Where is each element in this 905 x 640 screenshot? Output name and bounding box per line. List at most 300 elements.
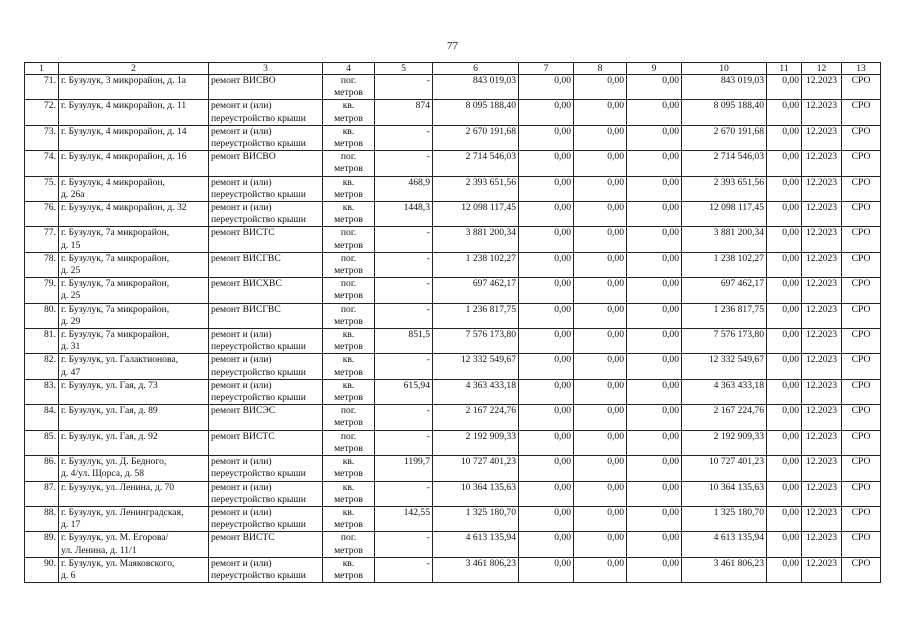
unit-cell-line: пог. [340, 227, 357, 239]
unit-cell-line: кв. [342, 176, 355, 188]
cost-cell: 0,00 [574, 430, 627, 455]
unit-cell-line: пог. [340, 75, 357, 86]
address-cell [59, 125, 209, 150]
unit-cell-line: кв. [342, 125, 355, 137]
unit-cell [323, 151, 375, 176]
address-cell [59, 481, 209, 506]
table-row [25, 557, 881, 582]
unit-cell [323, 481, 375, 506]
address-cell-line: д. 47 [61, 366, 81, 378]
total-cost-cell: 10 727 401,23 [433, 456, 519, 481]
address-cell [59, 100, 209, 125]
work-type-cell [209, 75, 323, 100]
funding-source-cell: СРО [842, 303, 881, 328]
unit-cell-line: пог. [340, 151, 357, 163]
column-header: 12 [802, 63, 842, 75]
unit-cell [323, 506, 375, 531]
table-row [25, 75, 881, 100]
row-number-cell: 83. [25, 379, 59, 404]
cost-cell: 0,00 [767, 405, 802, 430]
cost-cell: 0,00 [519, 354, 574, 379]
cost-cell: 10 727 401,23 [682, 456, 767, 481]
unit-cell [323, 202, 375, 227]
unit-cell-line: метров [334, 417, 363, 429]
cost-cell: 4 363 433,18 [682, 379, 767, 404]
cost-cell: 0,00 [574, 481, 627, 506]
cost-cell: 0,00 [627, 456, 682, 481]
address-cell-line: г. Бузулук, 4 микрорайон, [61, 176, 165, 188]
cost-cell: 0,00 [627, 100, 682, 125]
column-header: 11 [767, 63, 802, 75]
row-number-cell: 80. [25, 303, 59, 328]
table-row [25, 456, 881, 481]
area-cell: - [375, 557, 433, 582]
unit-cell-line: метров [334, 366, 363, 378]
total-cost-cell: 10 364 135,63 [433, 481, 519, 506]
unit-cell [323, 329, 375, 354]
work-type-cell-line: ремонт ВИСГВС [211, 303, 281, 315]
unit-cell-line: метров [334, 493, 363, 505]
cost-cell: 3 461 806,23 [682, 557, 767, 582]
unit-cell-line: метров [334, 569, 363, 581]
work-type-cell-line: ремонт ВИСЭС [211, 405, 276, 417]
table-row [25, 303, 881, 328]
cost-cell: 0,00 [519, 532, 574, 557]
work-type-cell [209, 481, 323, 506]
work-type-cell-line: переустройство крыши [211, 188, 306, 200]
funding-source-cell: СРО [842, 557, 881, 582]
cost-cell: 2 167 224,76 [682, 405, 767, 430]
total-cost-cell: 4 613 135,94 [433, 532, 519, 557]
cost-cell: 0,00 [574, 557, 627, 582]
work-type-cell-line: ремонт ВИСВО [211, 75, 276, 86]
completion-date-cell: 12.2023 [802, 379, 842, 404]
address-cell-line: д. 25 [61, 290, 81, 302]
cost-cell: 0,00 [767, 354, 802, 379]
work-type-cell-line: переустройство крыши [211, 519, 306, 531]
completion-date-cell: 12.2023 [802, 354, 842, 379]
table-row [25, 481, 881, 506]
work-type-cell [209, 278, 323, 303]
cost-cell: 0,00 [519, 125, 574, 150]
area-cell: - [375, 278, 433, 303]
row-number-cell: 88. [25, 506, 59, 531]
area-cell: - [375, 125, 433, 150]
row-number-cell: 74. [25, 151, 59, 176]
cost-cell: 0,00 [627, 532, 682, 557]
funding-source-cell: СРО [842, 202, 881, 227]
unit-cell-line: метров [334, 239, 363, 251]
unit-cell-line: метров [334, 163, 363, 175]
cost-cell: 0,00 [574, 75, 627, 100]
total-cost-cell: 2 192 909,33 [433, 430, 519, 455]
cost-cell: 0,00 [519, 329, 574, 354]
column-header: 1 [25, 63, 59, 75]
area-cell: - [375, 430, 433, 455]
work-type-cell [209, 125, 323, 150]
address-cell [59, 75, 209, 100]
area-cell: 142,55 [375, 506, 433, 531]
unit-cell-line: пог. [340, 405, 357, 417]
total-cost-cell: 1 238 102,27 [433, 252, 519, 277]
unit-cell [323, 379, 375, 404]
total-cost-cell: 4 363 433,18 [433, 379, 519, 404]
address-cell [59, 379, 209, 404]
work-type-cell-line: ремонт ВИСТС [211, 532, 275, 544]
completion-date-cell: 12.2023 [802, 125, 842, 150]
cost-cell: 2 192 909,33 [682, 430, 767, 455]
total-cost-cell: 843 019,03 [433, 75, 519, 100]
address-cell [59, 176, 209, 201]
cost-cell: 0,00 [574, 100, 627, 125]
cost-cell: 843 019,03 [682, 75, 767, 100]
row-number-cell: 71. [25, 75, 59, 100]
column-header: 8 [574, 63, 627, 75]
table-row [25, 176, 881, 201]
work-type-cell-line: ремонт и (или) [211, 354, 272, 366]
cost-cell: 0,00 [574, 227, 627, 252]
area-cell: - [375, 151, 433, 176]
total-cost-cell: 12 332 549,67 [433, 354, 519, 379]
row-number-cell: 78. [25, 252, 59, 277]
cost-cell: 0,00 [574, 176, 627, 201]
unit-cell-line: метров [334, 519, 363, 531]
unit-cell [323, 430, 375, 455]
cost-cell: 0,00 [627, 379, 682, 404]
unit-cell-line: метров [334, 87, 363, 99]
address-cell [59, 329, 209, 354]
work-type-cell-line: переустройство крыши [211, 366, 306, 378]
row-number-cell: 89. [25, 532, 59, 557]
total-cost-cell: 2 670 191,68 [433, 125, 519, 150]
total-cost-cell: 3 881 200,34 [433, 227, 519, 252]
funding-source-cell: СРО [842, 379, 881, 404]
address-cell-line: г. Бузулук, 4 микрорайон, д. 14 [61, 125, 187, 137]
cost-cell: 0,00 [627, 354, 682, 379]
table-row [25, 100, 881, 125]
funding-source-cell: СРО [842, 252, 881, 277]
work-type-cell-line: ремонт и (или) [211, 176, 272, 188]
total-cost-cell: 1 236 817,75 [433, 303, 519, 328]
work-type-cell [209, 557, 323, 582]
address-cell-line: г. Бузулук, ул. Галактионова, [61, 354, 179, 366]
address-cell [59, 354, 209, 379]
area-cell: 1199,7 [375, 456, 433, 481]
address-cell [59, 456, 209, 481]
address-cell-line: г. Бузулук, ул. Гая, д. 92 [61, 430, 158, 442]
funding-source-cell: СРО [842, 456, 881, 481]
unit-cell-line: метров [334, 265, 363, 277]
area-cell: - [375, 532, 433, 557]
work-type-cell-line: ремонт и (или) [211, 506, 272, 518]
work-type-cell-line: ремонт ВИСХВС [211, 278, 282, 290]
address-cell-line: д. 15 [61, 239, 81, 251]
cost-cell: 0,00 [519, 557, 574, 582]
column-header: 7 [519, 63, 574, 75]
work-type-cell-line: переустройство крыши [211, 569, 306, 581]
unit-cell-line: кв. [342, 481, 355, 493]
cost-cell: 0,00 [519, 405, 574, 430]
unit-cell-line: метров [334, 188, 363, 200]
area-cell: 851,5 [375, 329, 433, 354]
table-row [25, 354, 881, 379]
unit-cell-line: кв. [342, 100, 355, 112]
address-cell-line: г. Бузулук, 3 микрорайон, д. 1а [61, 75, 187, 86]
work-type-cell-line: ремонт и (или) [211, 329, 272, 341]
cost-cell: 0,00 [767, 202, 802, 227]
total-cost-cell: 697 462,17 [433, 278, 519, 303]
column-number-row [25, 63, 881, 75]
total-cost-cell: 7 576 173,80 [433, 329, 519, 354]
address-cell-line: г. Бузулук, ул. Гая, д. 89 [61, 405, 158, 417]
unit-cell-line: метров [334, 112, 363, 124]
work-type-cell [209, 100, 323, 125]
cost-cell: 0,00 [767, 481, 802, 506]
funding-source-cell: СРО [842, 151, 881, 176]
total-cost-cell: 2 393 651,56 [433, 176, 519, 201]
cost-cell: 3 881 200,34 [682, 227, 767, 252]
unit-cell [323, 278, 375, 303]
cost-cell: 0,00 [627, 202, 682, 227]
total-cost-cell: 8 095 188,40 [433, 100, 519, 125]
address-cell [59, 227, 209, 252]
cost-cell: 0,00 [627, 303, 682, 328]
row-number-cell: 79. [25, 278, 59, 303]
total-cost-cell: 2 714 546,03 [433, 151, 519, 176]
cost-cell: 0,00 [627, 252, 682, 277]
cost-cell: 0,00 [574, 506, 627, 531]
address-cell-line: г. Бузулук, 7а микрорайон, [61, 278, 170, 290]
unit-cell-line: кв. [342, 456, 355, 468]
completion-date-cell: 12.2023 [802, 278, 842, 303]
cost-cell: 0,00 [627, 430, 682, 455]
cost-cell: 0,00 [519, 456, 574, 481]
address-cell [59, 278, 209, 303]
work-type-cell-line: переустройство крыши [211, 112, 306, 124]
address-cell-line: ул. Ленина, д. 11/1 [61, 544, 137, 556]
unit-cell-line: метров [334, 341, 363, 353]
funding-source-cell: СРО [842, 100, 881, 125]
unit-cell-line: метров [334, 214, 363, 226]
table-row [25, 202, 881, 227]
address-cell [59, 405, 209, 430]
cost-cell: 0,00 [627, 151, 682, 176]
row-number-cell: 72. [25, 100, 59, 125]
row-number-cell: 73. [25, 125, 59, 150]
cost-cell: 4 613 135,94 [682, 532, 767, 557]
unit-cell-line: метров [334, 138, 363, 150]
cost-cell: 12 098 117,45 [682, 202, 767, 227]
total-cost-cell: 1 325 180,70 [433, 506, 519, 531]
address-cell-line: г. Бузулук, 4 микрорайон, д. 11 [61, 100, 187, 112]
cost-cell: 1 325 180,70 [682, 506, 767, 531]
cost-cell: 0,00 [627, 176, 682, 201]
address-cell-line: г. Бузулук, ул. Ленина, д. 70 [61, 481, 175, 493]
row-number-cell: 90. [25, 557, 59, 582]
cost-cell: 0,00 [574, 125, 627, 150]
area-cell: - [375, 252, 433, 277]
completion-date-cell: 12.2023 [802, 176, 842, 201]
unit-cell-line: пог. [340, 278, 357, 290]
unit-cell [323, 557, 375, 582]
work-type-cell [209, 506, 323, 531]
work-type-cell [209, 354, 323, 379]
cost-cell: 0,00 [767, 532, 802, 557]
unit-cell-line: метров [334, 544, 363, 556]
cost-cell: 0,00 [767, 278, 802, 303]
cost-cell: 0,00 [767, 252, 802, 277]
unit-cell [323, 125, 375, 150]
cost-cell: 0,00 [627, 125, 682, 150]
unit-cell-line: кв. [342, 354, 355, 366]
funding-source-cell: СРО [842, 405, 881, 430]
cost-cell: 0,00 [767, 75, 802, 100]
total-cost-cell: 3 461 806,23 [433, 557, 519, 582]
completion-date-cell: 12.2023 [802, 151, 842, 176]
cost-cell: 0,00 [574, 456, 627, 481]
completion-date-cell: 12.2023 [802, 557, 842, 582]
row-number-cell: 82. [25, 354, 59, 379]
column-header: 3 [209, 63, 323, 75]
cost-cell: 0,00 [519, 176, 574, 201]
unit-cell-line: кв. [342, 557, 355, 569]
funding-source-cell: СРО [842, 278, 881, 303]
address-cell-line: г. Бузулук, ул. Гая, д. 73 [61, 379, 158, 391]
cost-cell: 0,00 [519, 278, 574, 303]
work-type-cell [209, 303, 323, 328]
column-header: 6 [433, 63, 519, 75]
unit-cell [323, 176, 375, 201]
completion-date-cell: 12.2023 [802, 456, 842, 481]
cost-cell: 0,00 [519, 100, 574, 125]
address-cell-line: г. Бузулук, 7а микрорайон, [61, 329, 170, 341]
unit-cell-line: кв. [342, 379, 355, 391]
address-cell-line: д. 26а [61, 188, 85, 200]
cost-cell: 0,00 [519, 227, 574, 252]
total-cost-cell: 2 167 224,76 [433, 405, 519, 430]
work-type-cell-line: переустройство крыши [211, 341, 306, 353]
cost-cell: 0,00 [767, 329, 802, 354]
unit-cell [323, 354, 375, 379]
cost-cell: 0,00 [519, 430, 574, 455]
area-cell: - [375, 303, 433, 328]
cost-cell: 0,00 [627, 506, 682, 531]
row-number-cell: 76. [25, 202, 59, 227]
page-number: 77 [447, 40, 458, 52]
unit-cell-line: пог. [340, 430, 357, 442]
table-row [25, 532, 881, 557]
cost-cell: 10 364 135,63 [682, 481, 767, 506]
address-cell-line: г. Бузулук, 7а микрорайон, [61, 303, 170, 315]
address-cell [59, 252, 209, 277]
funding-source-cell: СРО [842, 506, 881, 531]
address-cell-line: г. Бузулук, ул. Ленинградская, [61, 506, 184, 518]
funding-source-cell: СРО [842, 532, 881, 557]
address-cell-line: д. 6 [61, 569, 76, 581]
unit-cell-line: кв. [342, 506, 355, 518]
work-type-cell [209, 532, 323, 557]
unit-cell-line: метров [334, 392, 363, 404]
completion-date-cell: 12.2023 [802, 506, 842, 531]
funding-source-cell: СРО [842, 125, 881, 150]
cost-cell: 0,00 [767, 125, 802, 150]
cost-cell: 0,00 [767, 379, 802, 404]
capital-repair-table [24, 62, 881, 583]
cost-cell: 0,00 [574, 379, 627, 404]
area-cell: - [375, 75, 433, 100]
unit-cell [323, 303, 375, 328]
address-cell-line: г. Бузулук, 4 микрорайон, д. 16 [61, 151, 187, 163]
area-cell: 468,9 [375, 176, 433, 201]
address-cell [59, 506, 209, 531]
completion-date-cell: 12.2023 [802, 532, 842, 557]
area-cell: - [375, 481, 433, 506]
cost-cell: 0,00 [627, 278, 682, 303]
cost-cell: 0,00 [767, 506, 802, 531]
area-cell: 615,94 [375, 379, 433, 404]
funding-source-cell: СРО [842, 354, 881, 379]
table-row [25, 151, 881, 176]
cost-cell: 0,00 [574, 252, 627, 277]
cost-cell: 8 095 188,40 [682, 100, 767, 125]
work-type-cell [209, 430, 323, 455]
cost-cell: 2 393 651,56 [682, 176, 767, 201]
work-type-cell-line: переустройство крыши [211, 468, 306, 480]
table-row [25, 252, 881, 277]
cost-cell: 0,00 [767, 227, 802, 252]
row-number-cell: 85. [25, 430, 59, 455]
unit-cell [323, 405, 375, 430]
work-type-cell [209, 379, 323, 404]
funding-source-cell: СРО [842, 329, 881, 354]
work-type-cell-line: переустройство крыши [211, 138, 306, 150]
completion-date-cell: 12.2023 [802, 329, 842, 354]
cost-cell: 7 576 173,80 [682, 329, 767, 354]
cost-cell: 0,00 [627, 75, 682, 100]
cost-cell: 0,00 [519, 151, 574, 176]
address-cell-line: г. Бузулук, 7а микрорайон, [61, 252, 170, 264]
unit-cell-line: пог. [340, 303, 357, 315]
unit-cell [323, 532, 375, 557]
work-type-cell-line: ремонт и (или) [211, 557, 272, 569]
address-cell [59, 532, 209, 557]
work-type-cell-line: переустройство крыши [211, 392, 306, 404]
cost-cell: 0,00 [767, 456, 802, 481]
cost-cell: 0,00 [627, 481, 682, 506]
work-type-cell-line: переустройство крыши [211, 493, 306, 505]
column-header: 4 [323, 63, 375, 75]
unit-cell-line: пог. [340, 532, 357, 544]
work-type-cell-line: ремонт и (или) [211, 125, 272, 137]
unit-cell-line: кв. [342, 329, 355, 341]
column-header: 2 [59, 63, 209, 75]
cost-cell: 1 236 817,75 [682, 303, 767, 328]
address-cell-line: г. Бузулук, ул. Маяковского, [61, 557, 175, 569]
area-cell: - [375, 227, 433, 252]
table-row [25, 405, 881, 430]
work-type-cell [209, 252, 323, 277]
column-header: 13 [842, 63, 881, 75]
cost-cell: 697 462,17 [682, 278, 767, 303]
cost-cell: 0,00 [767, 303, 802, 328]
unit-cell-line: пог. [340, 252, 357, 264]
unit-cell-line: метров [334, 315, 363, 327]
completion-date-cell: 12.2023 [802, 303, 842, 328]
cost-cell: 0,00 [574, 278, 627, 303]
unit-cell-line: метров [334, 290, 363, 302]
address-cell-line: г. Бузулук, 7а микрорайон, [61, 227, 170, 239]
row-number-cell: 87. [25, 481, 59, 506]
